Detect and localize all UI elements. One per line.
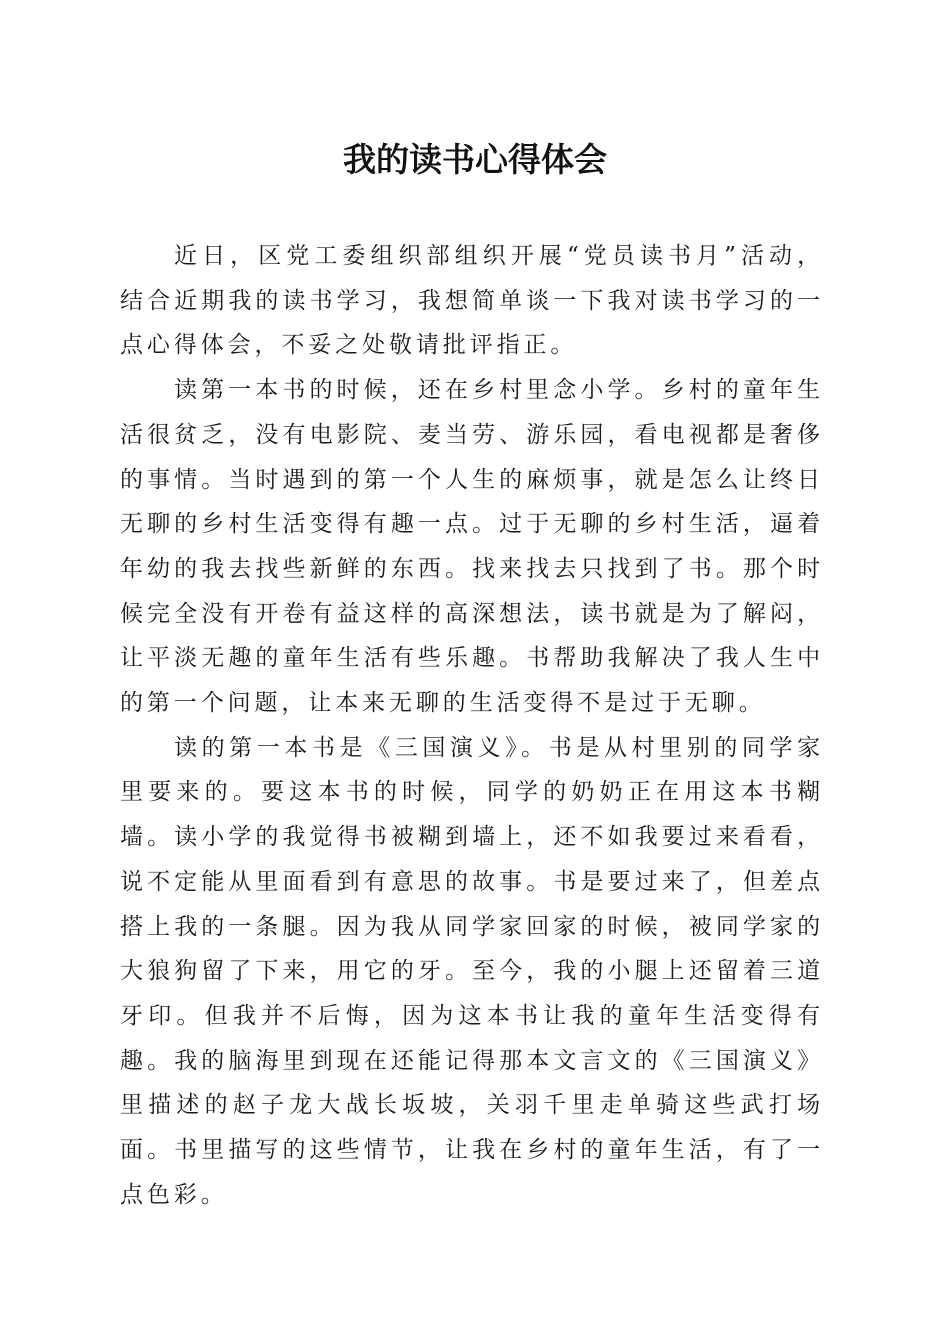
paragraph-first-book-childhood: 读第一本书的时候，还在乡村里念小学。乡村的童年生活很贫乏，没有电影院、麦当劳、游乐园，看电视都是奢侈的事情。当时遇到的第一个人生的麻烦事，就是怎么让终日无聊的乡村生活变得有趣一点。过于无聊的乡村生活，逼着年幼的我去找些新鲜的东西。找来找去只找到了书。那个时候完全没有开卷有益这样的高深想法，读书就是为了解闷，让平淡无趣的童年生活有些乐趣。书帮助我解决了我人生中的第一个问题，让本来无聊的生活变得不是过于无聊。 (120, 377, 824, 717)
paragraph-intro: 近日，区党工委组织部组织开展“党员读书月”活动，结合近期我的读书学习，我想简单谈一下我对读书学习的一点心得体会，不妥之处敬请批评指正。 (120, 243, 824, 359)
document-title: 我的读书心得体会 (343, 140, 607, 179)
document-body (120, 234, 824, 1217)
paragraph-three-kingdoms: 读的第一本书是《三国演义》。书是从村里别的同学家里要来的。要这本书的时候，同学的奶奶正在用这本书糊墙。读小学的我觉得书被糊到墙上，还不如我要过来看看，说不定能从里面看到有意思的故事。书是要过来了，但差点搭上我的一条腿。因为我从同学家回家的时候，被同学家的大狼狗留了下来，用它的牙。至今，我的小腿上还留着三道牙印。但我并不后悔，因为这本书让我的童年生活变得有趣。我的脑海里到现在还能记得那本文言文的《三国演义》里描述的赵子龙大战长坂坡，关羽千里走单骑这些武打场面。书里描写的这些情节，让我在乡村的童年生活，有了一点色彩。 (120, 734, 824, 1208)
